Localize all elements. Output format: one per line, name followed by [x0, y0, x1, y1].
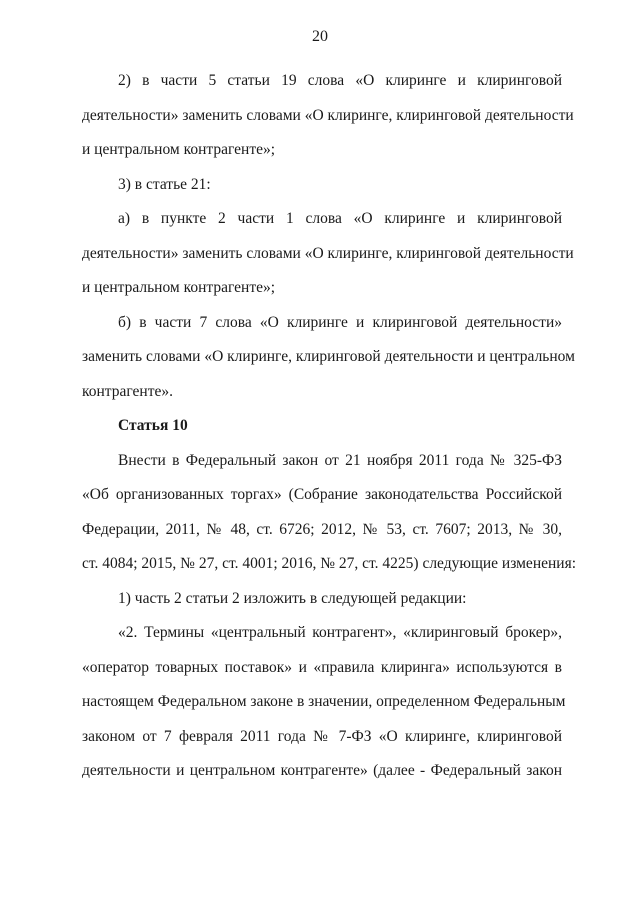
text-line: б) в части 7 слова «О клиринге и клиринговой деятельности»: [118, 313, 562, 331]
paragraph: [82, 616, 566, 789]
text-line: контрагенте».: [82, 382, 173, 400]
text-line: «2. Термины «центральный контрагент», «клиринговый брокер»,: [118, 624, 562, 641]
text-line: «Об организованных торгах» (Собрание законодательства Российской: [82, 486, 562, 503]
paragraph: [82, 168, 562, 203]
text-line: и центральном контрагенте»;: [82, 279, 276, 296]
text-line: 2) в части 5 статьи 19 слова «О клиринге и клиринговой: [118, 72, 562, 89]
text-line: деятельности и центральном контрагенте» (далее - Федеральный закон: [82, 762, 562, 779]
article-heading: Статья 10: [118, 417, 188, 434]
paragraph: [82, 582, 562, 617]
text-line: и центральном контрагенте»;: [82, 141, 276, 158]
text-line: Федерации, 2011, № 48, ст. 6726; 2012, № 53, ст. 7607; 2013, № 30,: [82, 520, 562, 538]
text-line: а) в пункте 2 части 1 слова «О клиринге и клиринговой: [118, 210, 562, 227]
text-line: «оператор товарных поставок» и «правила клиринга» используются в: [82, 658, 562, 676]
paragraph: [82, 444, 577, 582]
text-line: 1) часть 2 статьи 2 изложить в следующей редакции:: [118, 589, 467, 607]
page-number: 20: [312, 28, 328, 45]
text-line: настоящем Федеральном законе в значении, определенном Федеральным: [82, 693, 566, 710]
paragraph: [82, 306, 575, 410]
text-line: деятельности» заменить словами «О клиринге, клиринговой деятельности: [82, 106, 574, 124]
text-line: ст. 4084; 2015, № 27, ст. 4001; 2016, № 27, ст. 4225) следующие изменения:: [82, 555, 577, 572]
document-body: [82, 64, 577, 789]
text-line: деятельности» заменить словами «О клиринге, клиринговой деятельности: [82, 244, 574, 262]
text-line: заменить словами «О клиринге, клиринговой деятельности и центральном: [82, 348, 575, 365]
paragraph: [82, 202, 574, 306]
paragraph: [82, 64, 574, 168]
text-line: законом от 7 февраля 2011 года № 7-ФЗ «О клиринге, клиринговой: [82, 727, 562, 745]
text-line: 3) в статье 21:: [118, 175, 211, 193]
text-line: Внести в Федеральный закон от 21 ноября 2011 года № 325-ФЗ: [118, 451, 562, 469]
